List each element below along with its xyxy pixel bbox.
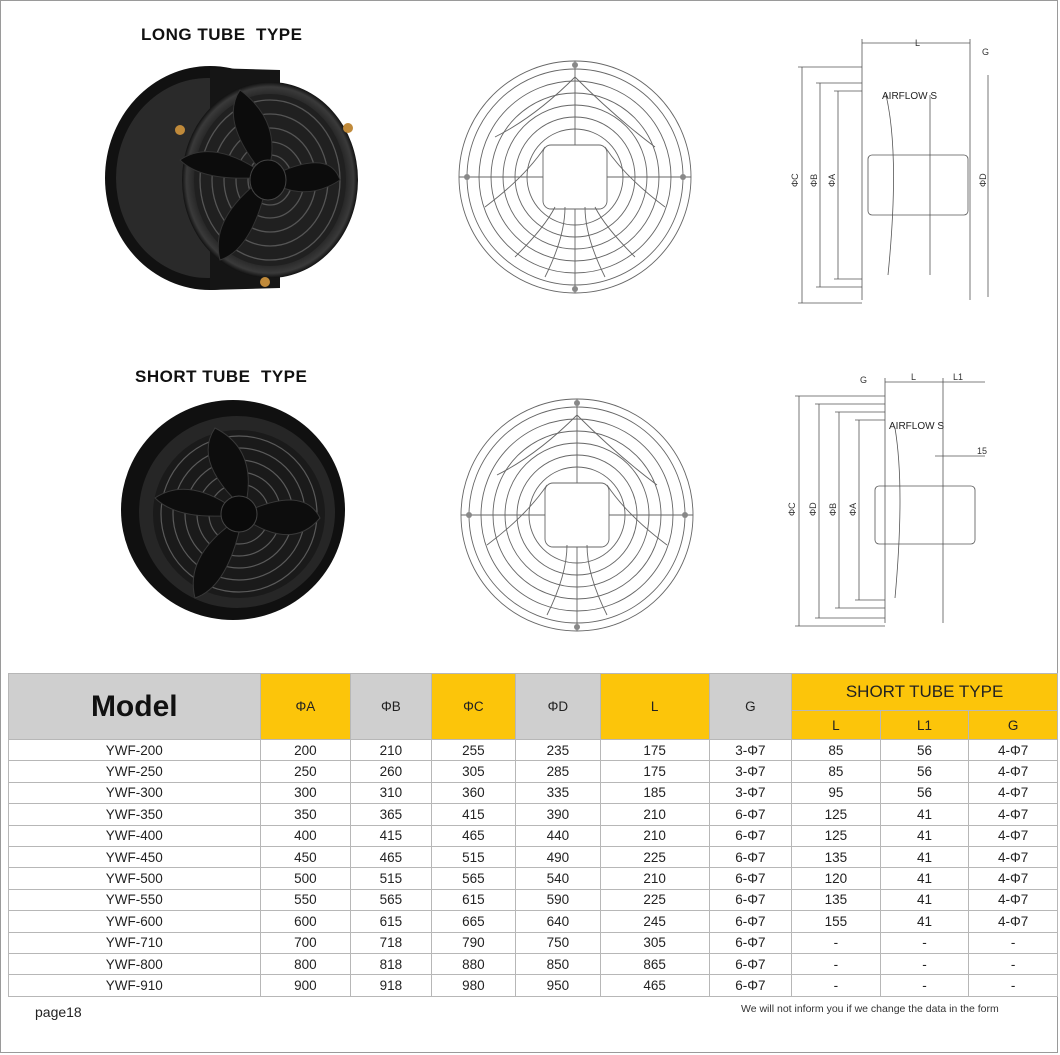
table-cell: 850 [516,953,601,974]
table-cell: 600 [260,911,351,932]
table-cell: 900 [260,975,351,996]
table-cell: 465 [351,846,431,867]
table-cell: 185 [600,782,709,803]
spec-table [8,673,1058,997]
table-cell: 515 [351,868,431,889]
table-cell: 790 [431,932,516,953]
long-dim-phiD: ΦD [978,173,988,187]
header-phiB: ΦB [351,674,431,740]
table-cell: 350 [260,804,351,825]
table-cell: - [969,975,1058,996]
long-tube-title: LONG TUBE TYPE [141,25,303,44]
table-cell: 3-Φ7 [709,782,791,803]
table-cell: 285 [516,761,601,782]
model-cell: YWF-200 [9,740,261,761]
short-tube-group-header: SHORT TUBE TYPE [792,674,1058,711]
short-header-L1: L1 [880,711,969,740]
table-cell: 750 [516,932,601,953]
table-cell: 415 [351,825,431,846]
short-tube-fan-photo [115,398,345,628]
short-dim-phiD: ΦD [808,502,818,516]
long-dim-phiA: ΦA [827,173,837,187]
table-row [9,911,1058,932]
table-cell: 41 [880,825,969,846]
header-phiD: ΦD [516,674,601,740]
table-cell: 175 [600,761,709,782]
table-row [9,953,1058,974]
table-row [9,825,1058,846]
table-cell: 515 [431,846,516,867]
table-cell: 4-Φ7 [969,889,1058,910]
table-cell: 980 [431,975,516,996]
long-dim-phiC: ΦC [790,173,800,187]
table-cell: 3-Φ7 [709,740,791,761]
table-cell: 305 [431,761,516,782]
table-cell: 6-Φ7 [709,932,791,953]
short-tube-side-drawing [785,368,1005,638]
short-airflow-label: AIRFLOW S [889,421,945,432]
table-cell: 260 [351,761,431,782]
table-row [9,868,1058,889]
table-cell: 6-Φ7 [709,804,791,825]
model-cell: YWF-350 [9,804,261,825]
table-cell: 125 [792,804,881,825]
table-cell: 245 [600,911,709,932]
short-dim-L1: L1 [953,372,964,382]
long-tube-grill-drawing [455,57,695,297]
model-cell: YWF-600 [9,911,261,932]
table-cell: 6-Φ7 [709,846,791,867]
table-cell: 56 [880,782,969,803]
table-cell: 210 [600,825,709,846]
table-cell: 590 [516,889,601,910]
model-cell: YWF-800 [9,953,261,974]
table-cell: 615 [431,889,516,910]
table-cell: - [969,932,1058,953]
table-cell: 210 [600,868,709,889]
model-cell: YWF-400 [9,825,261,846]
table-cell: 4-Φ7 [969,846,1058,867]
table-row [9,846,1058,867]
table-cell: 400 [260,825,351,846]
table-cell: 665 [431,911,516,932]
model-cell: YWF-710 [9,932,261,953]
table-cell: 135 [792,846,881,867]
table-cell: 865 [600,953,709,974]
short-dim-phiB: ΦB [828,502,838,516]
short-header-G: G [969,711,1058,740]
long-dim-G: G [982,47,990,57]
table-row [9,804,1058,825]
table-cell: 918 [351,975,431,996]
table-cell: - [880,932,969,953]
long-dim-L: L [915,38,921,48]
table-cell: 718 [351,932,431,953]
table-row [9,975,1058,996]
table-cell: 41 [880,911,969,932]
table-row [9,932,1058,953]
short-dim-G: G [860,375,868,385]
table-cell: 465 [600,975,709,996]
header-L: L [600,674,709,740]
model-cell: YWF-300 [9,782,261,803]
table-cell: 6-Φ7 [709,911,791,932]
short-dim-L: L [911,372,917,382]
table-cell: - [969,953,1058,974]
table-cell: 85 [792,761,881,782]
table-cell: 800 [260,953,351,974]
table-row [9,782,1058,803]
table-row [9,761,1058,782]
table-cell: 41 [880,804,969,825]
table-cell: 6-Φ7 [709,889,791,910]
model-cell: YWF-450 [9,846,261,867]
table-cell: 6-Φ7 [709,953,791,974]
table-cell: 450 [260,846,351,867]
table-cell: 550 [260,889,351,910]
table-cell: 880 [431,953,516,974]
table-cell: 41 [880,868,969,889]
table-cell: 390 [516,804,601,825]
table-cell: 300 [260,782,351,803]
table-cell: 4-Φ7 [969,782,1058,803]
table-cell: 6-Φ7 [709,975,791,996]
table-cell: - [880,953,969,974]
model-cell: YWF-550 [9,889,261,910]
model-header: Model [9,674,261,740]
table-cell: 41 [880,846,969,867]
table-cell: 440 [516,825,601,846]
table-cell: 305 [600,932,709,953]
table-cell: 6-Φ7 [709,868,791,889]
table-cell: 4-Φ7 [969,868,1058,889]
table-cell: - [792,975,881,996]
model-cell: YWF-250 [9,761,261,782]
table-cell: 4-Φ7 [969,804,1058,825]
table-cell: 4-Φ7 [969,825,1058,846]
table-cell: 490 [516,846,601,867]
table-cell: - [880,975,969,996]
table-cell: 200 [260,740,351,761]
short-tube-title: SHORT TUBE TYPE [135,367,308,386]
table-cell: 4-Φ7 [969,740,1058,761]
table-cell: 3-Φ7 [709,761,791,782]
table-cell: 310 [351,782,431,803]
table-cell: 85 [792,740,881,761]
table-cell: 225 [600,889,709,910]
long-tube-fan-photo [100,60,360,300]
short-tube-grill-drawing [457,395,697,635]
table-cell: 125 [792,825,881,846]
table-row [9,740,1058,761]
table-cell: - [792,932,881,953]
model-cell: YWF-500 [9,868,261,889]
table-cell: 500 [260,868,351,889]
page-number: page18 [35,1004,82,1020]
table-cell: 235 [516,740,601,761]
table-cell: 210 [600,804,709,825]
table-cell: 615 [351,911,431,932]
table-cell: 4-Φ7 [969,911,1058,932]
table-cell: 415 [431,804,516,825]
table-cell: 950 [516,975,601,996]
long-dim-phiB: ΦB [809,173,819,187]
short-dim-15: 15 [977,446,988,456]
table-cell: 565 [431,868,516,889]
table-cell: 255 [431,740,516,761]
table-cell: 95 [792,782,881,803]
table-cell: 225 [600,846,709,867]
table-cell: - [792,953,881,974]
header-phiA: ΦA [260,674,351,740]
table-cell: 465 [431,825,516,846]
table-cell: 335 [516,782,601,803]
model-cell: YWF-910 [9,975,261,996]
table-cell: 155 [792,911,881,932]
table-row [9,889,1058,910]
table-cell: 41 [880,889,969,910]
table-cell: 210 [351,740,431,761]
table-cell: 365 [351,804,431,825]
table-cell: 565 [351,889,431,910]
table-cell: 640 [516,911,601,932]
table-cell: 700 [260,932,351,953]
short-dim-phiA: ΦA [848,502,858,516]
table-cell: 250 [260,761,351,782]
long-airflow-label: AIRFLOW S [882,91,938,102]
table-cell: 135 [792,889,881,910]
short-dim-phiC: ΦC [787,502,797,516]
table-cell: 6-Φ7 [709,825,791,846]
header-phiC: ΦC [431,674,516,740]
short-header-L: L [792,711,881,740]
table-cell: 540 [516,868,601,889]
header-G: G [709,674,791,740]
table-cell: 120 [792,868,881,889]
long-tube-side-drawing [790,35,1000,315]
spec-table-body [9,740,1058,997]
table-cell: 175 [600,740,709,761]
table-cell: 56 [880,761,969,782]
table-cell: 818 [351,953,431,974]
disclaimer-note: We will not inform you if we change the data in the form [741,1003,999,1015]
table-cell: 4-Φ7 [969,761,1058,782]
table-cell: 360 [431,782,516,803]
table-cell: 56 [880,740,969,761]
